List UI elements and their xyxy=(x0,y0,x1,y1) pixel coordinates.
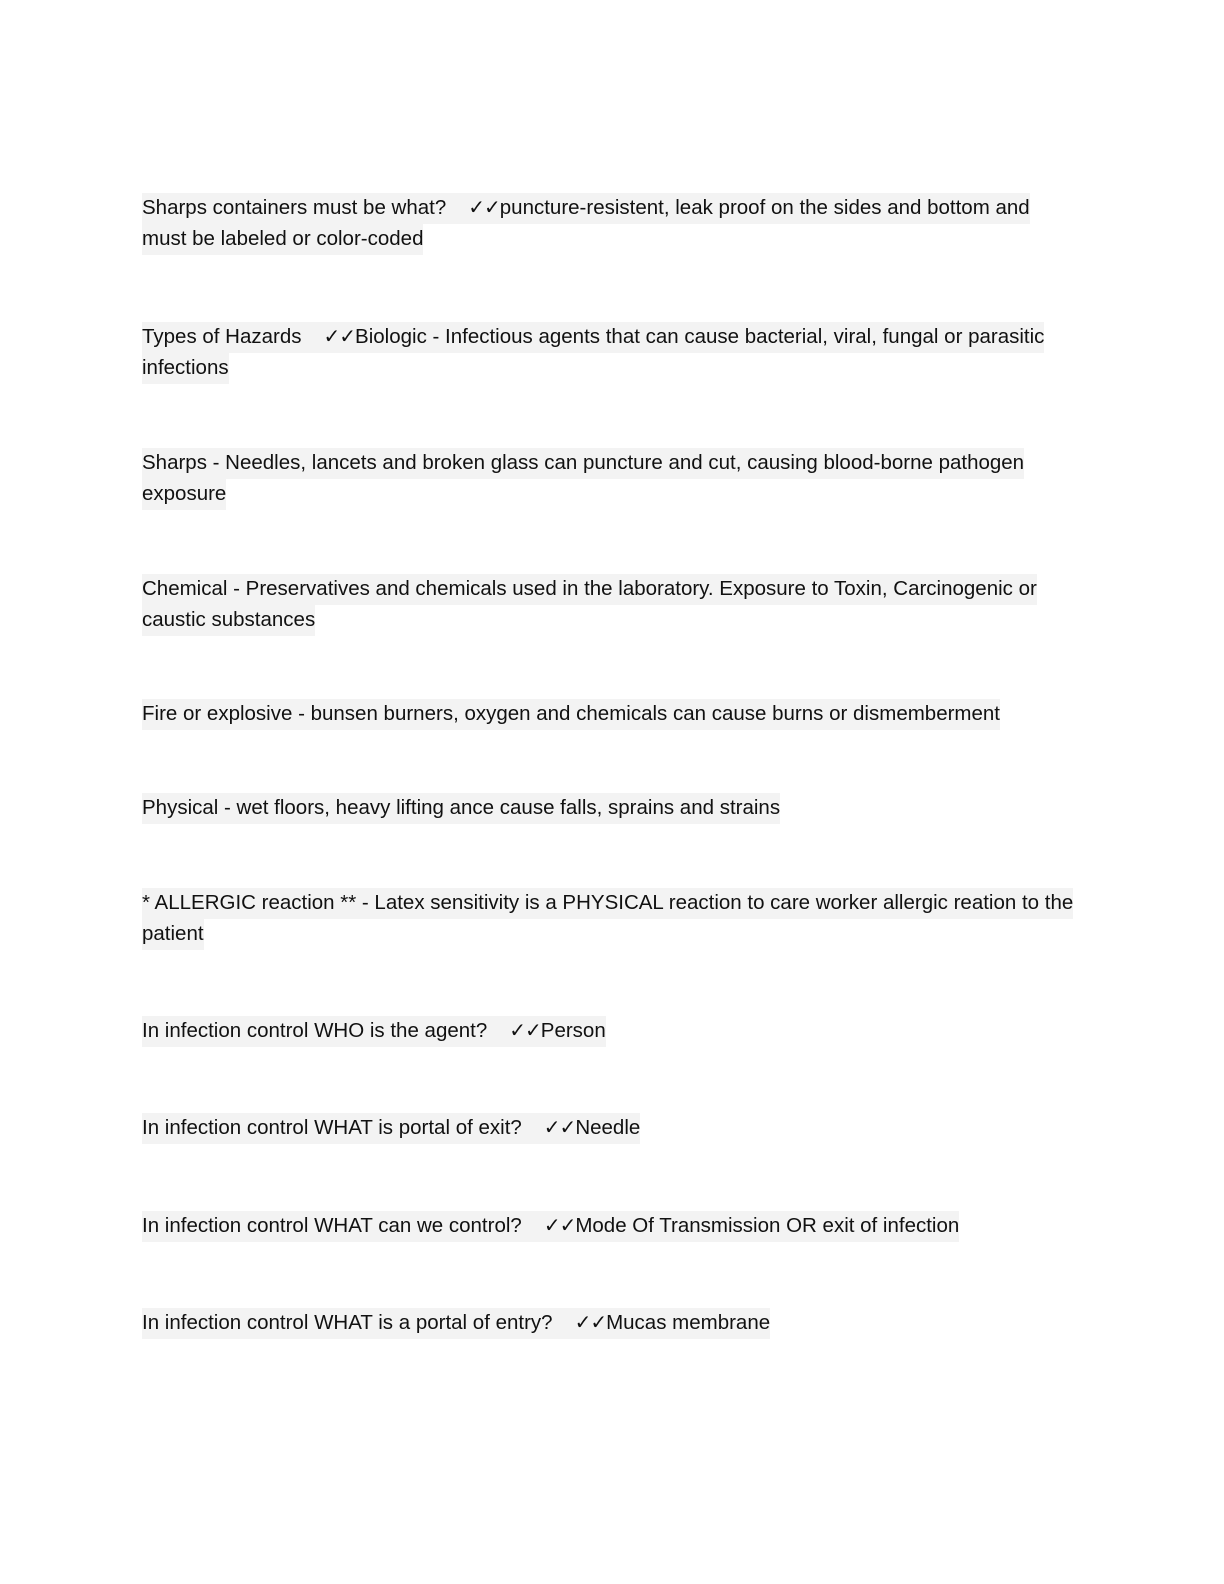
qa-item-portal-of-entry xyxy=(142,1307,1077,1338)
hazard-item-physical xyxy=(142,792,1077,823)
hazard-item-sharps xyxy=(142,447,1077,509)
double-check-icon: ✓✓ xyxy=(543,1213,576,1237)
double-check-icon: ✓✓ xyxy=(509,1018,541,1042)
question-text: Sharps containers must be what? xyxy=(142,196,447,219)
answer-text: puncture-resistent, leak proof on the sides and bottom and must be labeled or color-coded xyxy=(142,196,1030,250)
answer-text: Person xyxy=(540,1019,606,1042)
question-text: In infection control WHAT can we control? xyxy=(142,1214,522,1237)
qa-item-sharps-containers xyxy=(142,192,1077,254)
hazard-item-fire xyxy=(142,698,1077,729)
question-text: In infection control WHO is the agent? xyxy=(142,1019,488,1042)
qa-highlight xyxy=(142,1308,770,1339)
double-check-icon: ✓✓ xyxy=(574,1310,607,1334)
hazard-item-allergic xyxy=(142,887,1077,949)
qa-item-what-can-we-control xyxy=(142,1210,1077,1241)
question-text: In infection control WHAT is a portal of entry? xyxy=(142,1311,553,1334)
answer-text: Mode Of Transmission OR exit of infection xyxy=(575,1214,960,1237)
question-text: Types of Hazards xyxy=(142,325,302,348)
question-text: In infection control WHAT is portal of exit? xyxy=(142,1116,522,1139)
double-check-icon: ✓✓ xyxy=(468,195,500,219)
answer-text: Mucas membrane xyxy=(606,1311,771,1334)
qa-highlight xyxy=(142,193,1030,255)
answer-text: Needle xyxy=(575,1116,641,1139)
hazard-text: * ALLERGIC reaction ** - Latex sensitivity is a PHYSICAL reaction to care worker allergic reation to the patient xyxy=(142,888,1073,950)
hazard-text: Chemical - Preservatives and chemicals used in the laboratory. Exposure to Toxin, Carcinogenic or caustic substances xyxy=(142,574,1037,636)
qa-highlight xyxy=(142,322,1044,384)
hazard-text: Physical - wet floors, heavy lifting ance cause falls, sprains and strains xyxy=(142,793,780,824)
hazard-text: Fire or explosive - bunsen burners, oxygen and chemicals can cause burns or dismemberment xyxy=(142,699,1000,730)
qa-highlight xyxy=(142,1016,606,1047)
answer-text: Biologic - Infectious agents that can cause bacterial, viral, fungal or parasitic infections xyxy=(142,325,1045,379)
qa-item-portal-of-exit xyxy=(142,1112,1077,1143)
hazard-item-chemical xyxy=(142,573,1077,635)
double-check-icon: ✓✓ xyxy=(543,1115,576,1139)
qa-highlight xyxy=(142,1211,959,1242)
qa-item-agent xyxy=(142,1015,1077,1046)
double-check-icon: ✓✓ xyxy=(323,324,356,348)
qa-highlight xyxy=(142,1113,640,1144)
qa-item-types-of-hazards xyxy=(142,321,1077,383)
hazard-text: Sharps - Needles, lancets and broken glass can puncture and cut, causing blood-borne pathogen exposure xyxy=(142,448,1024,510)
